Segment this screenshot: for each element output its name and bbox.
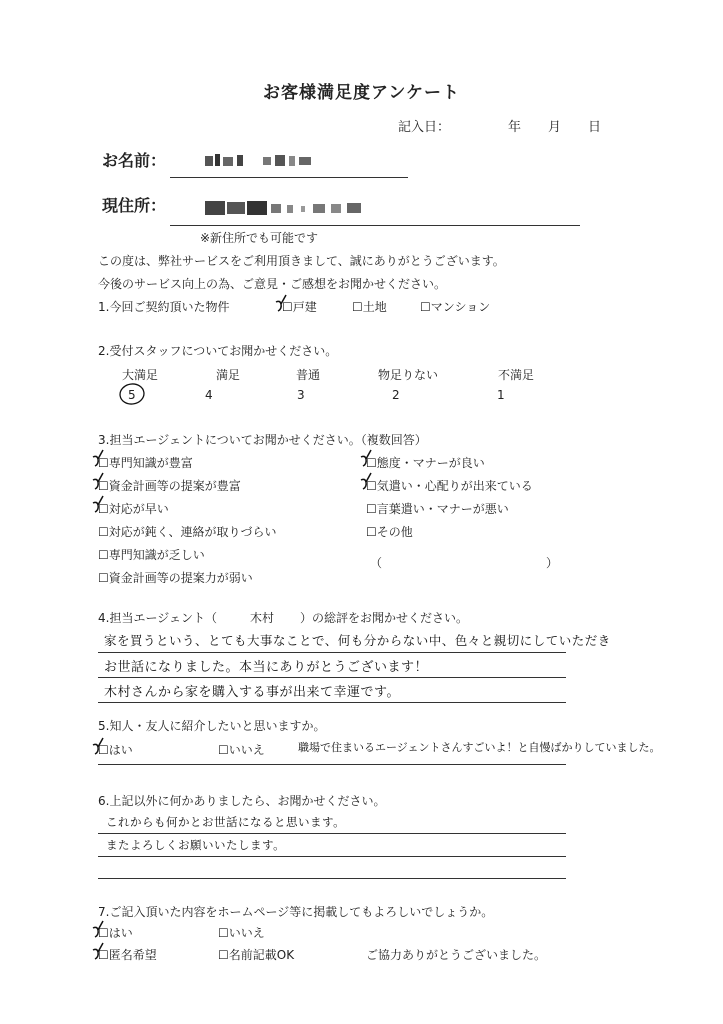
intro-line-1: この度は、弊社サービスをご利用頂きまして、誠にありがとうございます。 — [98, 254, 505, 268]
q4-label-post: ）の総評をお聞かせください。 — [300, 611, 469, 625]
address-note: ※新住所でも可能です — [200, 231, 319, 245]
date-month: 月 — [548, 120, 562, 135]
q3-left-option-5[interactable]: ☐専門知識が乏しい — [98, 548, 205, 562]
q4-answer-underline-1 — [98, 652, 566, 653]
q6-answer-underline-2 — [98, 856, 566, 857]
q3-left-option-2[interactable]: ☐資金計画等の提案が豊富 — [98, 479, 241, 493]
q5-label: 5.知人・友人に紹介したいと思いますか。 — [98, 719, 326, 733]
page-title: お客様満足度アンケート — [263, 83, 460, 103]
checkmark-icon — [274, 294, 288, 312]
q2-label: 2.受付スタッフについてお聞かせください。 — [98, 344, 338, 358]
q1-label: 1.今回ご契約頂いた物件 — [98, 300, 230, 314]
q6-answer-underline-3 — [98, 878, 566, 879]
q3-label: 3.担当エージェントについてお聞かせください。（複数回答） — [98, 433, 427, 447]
q6-label: 6.上記以外に何かありましたら、お聞かせください。 — [98, 794, 386, 808]
q7-named-option[interactable]: ☐名前記載OK — [218, 948, 295, 962]
checkmark-icon — [91, 472, 105, 490]
q3-right-option-2[interactable]: ☐気遣い・心配りが出来ている — [366, 479, 533, 493]
q2-scale-label-3: 普通 — [296, 368, 321, 382]
address-underline — [170, 225, 580, 226]
q3-left-option-1[interactable]: ☐専門知識が豊富 — [98, 456, 193, 470]
q2-scale-value-3[interactable]: 3 — [297, 388, 305, 402]
q7-yes-option[interactable]: ☐はい — [98, 926, 133, 940]
checkmark-icon — [359, 472, 373, 490]
checkmark-icon — [359, 449, 373, 467]
q2-scale-label-1: 不満足 — [498, 368, 535, 382]
q4-answer-line-3: 木村さんから家を購入する事が出来て幸運です。 — [104, 685, 400, 700]
q6-answer-line-2: またよろしくお願いいたします。 — [106, 838, 286, 852]
q3-left-option-3[interactable]: ☐対応が早い — [98, 502, 169, 516]
q5-comment: 職場で住まいるエージェントさんすごいよ！と自慢ばかりしていました。 — [298, 741, 661, 754]
address-redacted — [205, 199, 385, 213]
q1-option-house[interactable]: ☐戸建 — [282, 300, 317, 314]
q7-no-option[interactable]: ☐いいえ — [218, 926, 265, 940]
date-day: 日 — [588, 120, 602, 135]
q6-answer-line-1: これからも何かとお世話になると思います。 — [106, 815, 346, 829]
name-underline — [170, 177, 408, 178]
q2-scale-label-2: 物足りない — [378, 368, 439, 382]
q4-answer-underline-2 — [98, 677, 566, 678]
q4-answer-line-2: お世話になりました。本当にありがとうございます！ — [104, 660, 429, 675]
thanks-message: ご協力ありがとうございました。 — [366, 948, 547, 962]
q3-left-option-6[interactable]: ☐資金計画等の提案力が弱い — [98, 571, 253, 585]
q4-label-pre: 4.担当エージェント（ — [98, 611, 217, 625]
checkmark-icon — [91, 495, 105, 513]
q5-yes-option[interactable]: ☐はい — [98, 743, 133, 757]
q4-answer-line-1: 家を買うという、とても大事なことで、何も分からない中、色々と親切にしていただき — [104, 633, 611, 648]
date-label: 記入日： — [398, 120, 451, 135]
q1-option-land[interactable]: ☐土地 — [352, 300, 387, 314]
q4-agent-name: 木村 — [250, 611, 275, 625]
q4-answer-underline-3 — [98, 702, 566, 703]
checkmark-icon — [91, 449, 105, 467]
q2-scale-value-5[interactable]: 5 — [128, 388, 136, 402]
date-year: 年 — [508, 120, 522, 135]
address-label: 現住所： — [102, 196, 167, 215]
intro-line-2: 今後のサービス向上の為、ご意見・ご感想をお聞かせください。 — [98, 277, 447, 291]
checkmark-icon — [91, 920, 105, 938]
name-label: お名前： — [102, 151, 167, 170]
q3-other-paren-close: ） — [546, 556, 559, 570]
checkmark-icon — [91, 737, 105, 755]
q3-right-option-4[interactable]: ☐その他 — [366, 525, 413, 539]
q2-scale-value-2[interactable]: 2 — [392, 388, 400, 402]
q2-scale-label-4: 満足 — [216, 368, 241, 382]
name-redacted — [205, 153, 315, 167]
checkmark-icon — [91, 942, 105, 960]
selection-circle-icon — [118, 381, 146, 411]
q3-right-option-1[interactable]: ☐態度・マナーが良い — [366, 456, 485, 470]
q7-label: 7.ご記入頂いた内容をホームページ等に掲載してもよろしいでしょうか。 — [98, 905, 494, 919]
q5-underline — [98, 764, 566, 765]
q1-option-mansion[interactable]: ☐マンション — [420, 300, 491, 314]
q7-anonymous-option[interactable]: ☐匿名希望 — [98, 948, 157, 962]
q3-other-paren-open: （ — [370, 556, 383, 570]
q3-right-option-3[interactable]: ☐言葉遣い・マナーが悪い — [366, 502, 509, 516]
q2-scale-value-4[interactable]: 4 — [205, 388, 213, 402]
q3-left-option-4[interactable]: ☐対応が鈍く、連絡が取りづらい — [98, 525, 277, 539]
q2-scale-value-1[interactable]: 1 — [497, 388, 505, 402]
q2-scale-label-5: 大満足 — [122, 368, 159, 382]
q6-answer-underline-1 — [98, 833, 566, 834]
q5-no-option[interactable]: ☐いいえ — [218, 743, 265, 757]
